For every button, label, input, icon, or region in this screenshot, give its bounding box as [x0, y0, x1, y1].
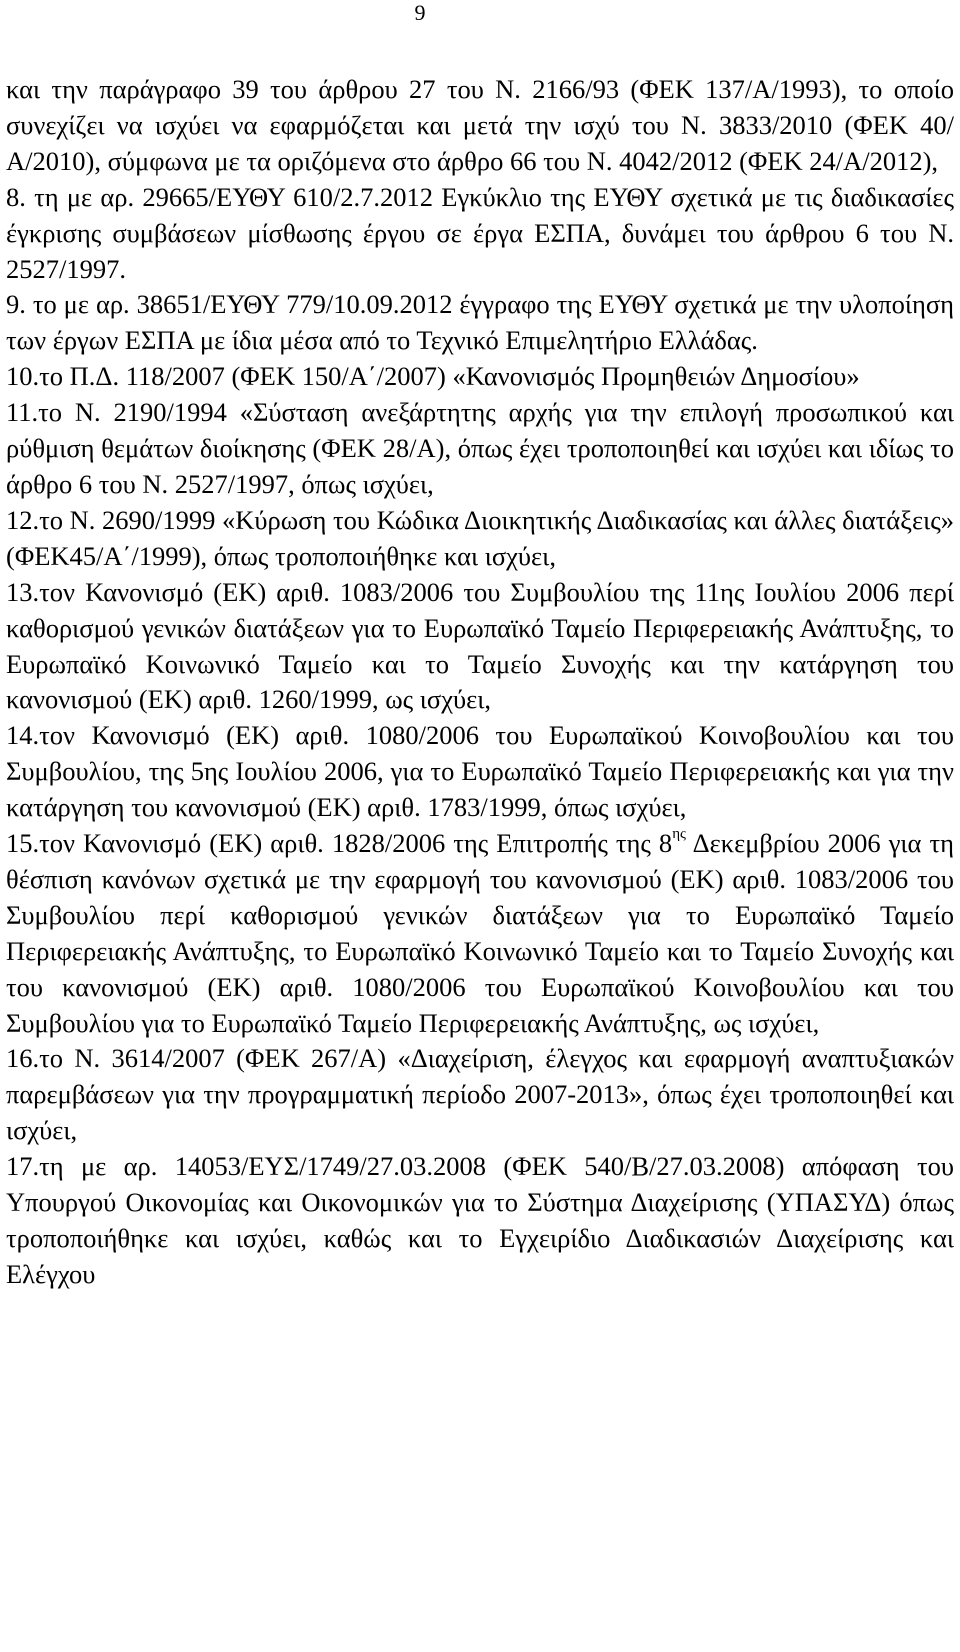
paragraph-item-11: 11.το Ν. 2190/1994 «Σύσταση ανεξάρτητης αρχής για την επιλογή προσωπικού και ρύθμιση θεμάτων διοίκησης (ΦΕΚ 28/Α), όπως έχει τροποποιηθεί και ισχύει και ιδίως το άρθρο 6 του Ν. 2527/1997, όπως ισχύει, [6, 397, 954, 499]
paragraph-item-10: 10.το Π.Δ. 118/2007 (ΦΕΚ 150/Α΄/2007) «Κανονισμός Προμηθειών Δημοσίου» [6, 361, 860, 392]
paragraph-item-15-lead: 15.τον Κανονισμό (ΕΚ) αριθ. 1828/2006 της Επιτροπής της 8 [6, 828, 673, 859]
paragraph-item-8: 8. τη με αρ. 29665/ΕΥΘΥ 610/2.7.2012 Εγκύκλιο της ΕΥΘΥ σχετικά με τις διαδικασίες έγκρισης συμβάσεων μίσθωσης έργου σε έργα ΕΣΠΑ, δυνάμει του άρθρου 6 του Ν. 2527/1997. [6, 181, 954, 284]
ordinal-superscript: ης [672, 826, 686, 843]
document-body [6, 72, 954, 1293]
paragraph-item-17: 17.τη με αρ. 14053/ΕΥΣ/1749/27.03.2008 (ΦΕΚ 540/Β/27.03.2008) απόφαση του Υπουργού Οικονομίας και Οικονομικών για το Σύστημα Διαχείρισης (ΥΠΑΣΥΔ) όπως τροποποιήθηκε και ισχύει, καθώς και το Εγχειρίδιο Διαδικασιών Διαχείρισης και Ελέγχου [6, 1151, 954, 1289]
page-number: 9 [414, 0, 426, 25]
paragraph-item-14: 14.τον Κανονισμό (ΕΚ) αριθ. 1080/2006 του Ευρωπαϊκού Κοινοβουλίου και του Συμβουλίου, της 5ης Ιουλίου 2006, για το Ευρωπαϊκό Ταμείο Περιφερειακής και για την κατάργηση του κανονισμού (ΕΚ) αριθ. 1783/1999, όπως ισχύει, [6, 720, 954, 823]
paragraph-item-12: 12.το Ν. 2690/1999 «Κύρωση του Κώδικα Διοικητικής Διαδικασίας και άλλες διατάξεις» (ΦΕΚ45/Α΄/1999), όπως τροποποιήθηκε και ισχύει, [6, 504, 954, 571]
paragraph-item-9: 9. το με αρ. 38651/ΕΥΘΥ 779/10.09.2012 έγγραφο της ΕΥΘΥ σχετικά με την υλοποίηση των έργων ΕΣΠΑ με ίδια μέσα από το Τεχνικό Επιμελητήριο Ελλάδας. [6, 289, 954, 356]
paragraph-item-13: 13.τον Κανονισμό (ΕΚ) αριθ. 1083/2006 του Συμβουλίου της 11ης Ιουλίου 2006 περί καθορισμού γενικών διατάξεων για το Ευρωπαϊκό Ταμείο Περιφερειακής Ανάπτυξης, το Ευρωπαϊκό Κοινωνικό Ταμείο και το Ταμείο Συνοχής και την κατάργηση του κανονισμού (ΕΚ) αριθ. 1260/1999, ως ισχύει, [6, 576, 954, 715]
paragraph-item-15-rest: Δεκεμβρίου 2006 για τη θέσπιση κανόνων σχετικά με την εφαρμογή του κανονισμού (ΕΚ) αριθ. 1083/2006 του Συμβουλίου περί καθορισμού γενικών διατάξεων για το Ευρωπαϊκό Ταμείο Περιφερειακής Ανάπτυξης, το Ευρωπαϊκό Κοινωνικό Ταμείο και το Ταμείο Συνοχής και του κανονισμού (ΕΚ) αριθ. 1080/2006 του Ευρωπαϊκού Κοινοβουλίου και του Συμβουλίου για το Ευρωπαϊκό Ταμείο Περιφερειακής Ανάπτυξης, ως ισχύει, [6, 828, 954, 1038]
paragraph-item-15 [6, 826, 954, 1041]
paragraph-law-2166-continuation: και την παράγραφο 39 του άρθρου 27 του Ν. 2166/93 (ΦΕΚ 137/Α/1993), το οποίο συνεχίζει να ισχύει να εφαρμόζεται και μετά την ισχύ του Ν. 3833/2010 (ΦΕΚ 40/Α/2010), σύμφωνα με τα οριζόμενα στο άρθρο 66 του Ν. 4042/2012 (ΦΕΚ 24/Α/2012), [6, 74, 954, 176]
paragraph-item-16: 16.το Ν. 3614/2007 (ΦΕΚ 267/Α) «Διαχείριση, έλεγχος και εφαρμογή αναπτυξιακών παρεμβάσεων για την προγραμματική περίοδο 2007-2013», όπως έχει τροποποιηθεί και ισχύει, [6, 1043, 954, 1146]
